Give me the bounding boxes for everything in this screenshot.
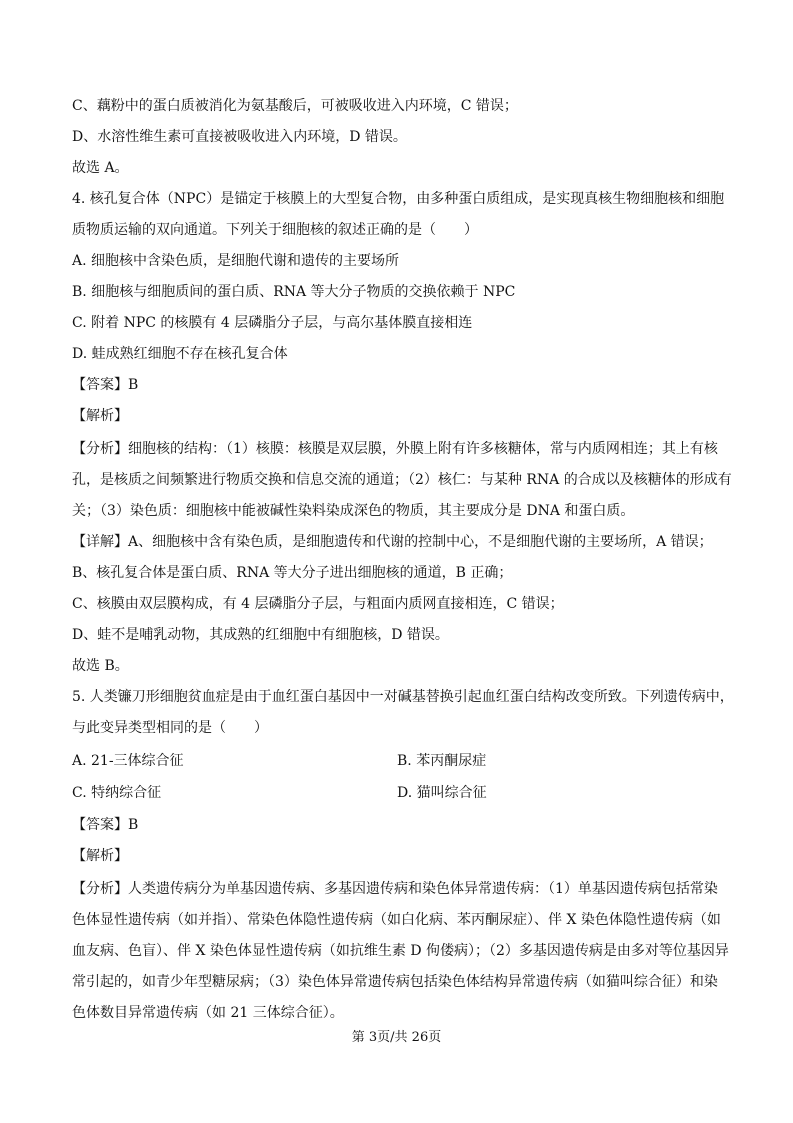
- analysis-text: 色体数目异常遗传病（如 21 三体综合征）。: [72, 1005, 344, 1021]
- option-d: D. 蛙成熟红细胞不存在核孔复合体: [72, 346, 288, 362]
- option-b: B. 苯丙酮尿症: [397, 753, 487, 769]
- analysis-text: 常引起的，如青少年型糖尿病；（3）染色体异常遗传病包括染色体结构异常遗传病（如猫叫综合征）和染: [72, 974, 718, 990]
- question-4-stem: 4. 核孔复合体（NPC）是锚定于核膜上的大型复合物，由多种蛋白质组成，是实现真核生物细胞核和细胞: [72, 191, 725, 207]
- question-5-stem: 与此变异类型相同的是（ ）: [72, 720, 268, 736]
- detail-text: B、核孔复合体是蛋白质、RNA 等大分子进出细胞核的通道，B 正确；: [72, 565, 513, 581]
- analysis-label: 【解析】: [72, 408, 128, 424]
- question-4-stem: 质物质运输的双向通道。下列关于细胞核的叙述正确的是（ ）: [72, 222, 478, 238]
- question-5-stem: 5. 人类镰刀形细胞贫血症是由于血红蛋白基因中一对碱基替换引起血红蛋白结构改变所致。下列遗传病中，: [72, 689, 734, 705]
- analysis-text: 【分析】人类遗传病分为单基因遗传病、多基因遗传病和染色体异常遗传病：（1）单基因遗传病包括常染: [72, 881, 718, 897]
- option-a: A. 21-三体综合征: [72, 753, 184, 769]
- page-number: 第 3页/共 26页: [351, 1030, 442, 1045]
- answer-label: 【答案】B: [72, 817, 139, 833]
- option-c: C. 附着 NPC 的核膜有 4 层磷脂分子层，与高尔基体膜直接相连: [72, 315, 473, 331]
- analysis-text: 【分析】细胞核的结构：（1）核膜：核膜是双层膜，外膜上附有许多核糖体，常与内质网相连；其上有核: [72, 441, 718, 457]
- analysis-label: 【解析】: [72, 848, 128, 864]
- analysis-text: 色体显性遗传病（如并指）、常染色体隐性遗传病（如白化病、苯丙酮尿症）、伴 X 染色体隐性遗传病（如: [72, 912, 721, 928]
- option-b: B. 细胞核与细胞质间的蛋白质、RNA 等大分子物质的交换依赖于 NPC: [72, 284, 516, 300]
- detail-text: C、核膜由双层膜构成，有 4 层磷脂分子层，与粗面内质网直接相连，C 错误；: [72, 596, 564, 612]
- detail-text: 【详解】A、细胞核中含有染色质，是细胞遗传和代谢的控制中心，不是细胞代谢的主要场所，A 错误；: [72, 534, 713, 550]
- option-d: D. 猫叫综合征: [397, 785, 487, 801]
- answer-label: 【答案】B: [72, 377, 139, 393]
- text-line: 故选 A。: [72, 160, 129, 176]
- option-a: A. 细胞核中含染色质，是细胞代谢和遗传的主要场所: [72, 253, 400, 269]
- text-line: D、水溶性维生素可直接被吸收进入内环境，D 错误。: [72, 129, 407, 145]
- analysis-text: 孔，是核质之间频繁进行物质交换和信息交流的通道；（2）核仁：与某种 RNA 的合成以及核糖体的形成有: [72, 472, 732, 488]
- text-line: 故选 B。: [72, 658, 129, 674]
- option-c: C. 特纳综合征: [72, 785, 162, 801]
- analysis-text: 血友病、色盲）、伴 X 染色体显性遗传病（如抗维生素 D 佝偻病）；（2）多基因遗传病是由多对等位基因异: [72, 943, 729, 959]
- analysis-text: 关；（3）染色质：细胞核中能被碱性染料染成深色的物质，其主要成分是 DNA 和蛋白质。: [72, 503, 635, 519]
- detail-text: D、蛙不是哺乳动物，其成熟的红细胞中有细胞核，D 错误。: [72, 627, 449, 643]
- text-line: C、藕粉中的蛋白质被消化为氨基酸后，可被吸收进入内环境，C 错误；: [72, 98, 518, 114]
